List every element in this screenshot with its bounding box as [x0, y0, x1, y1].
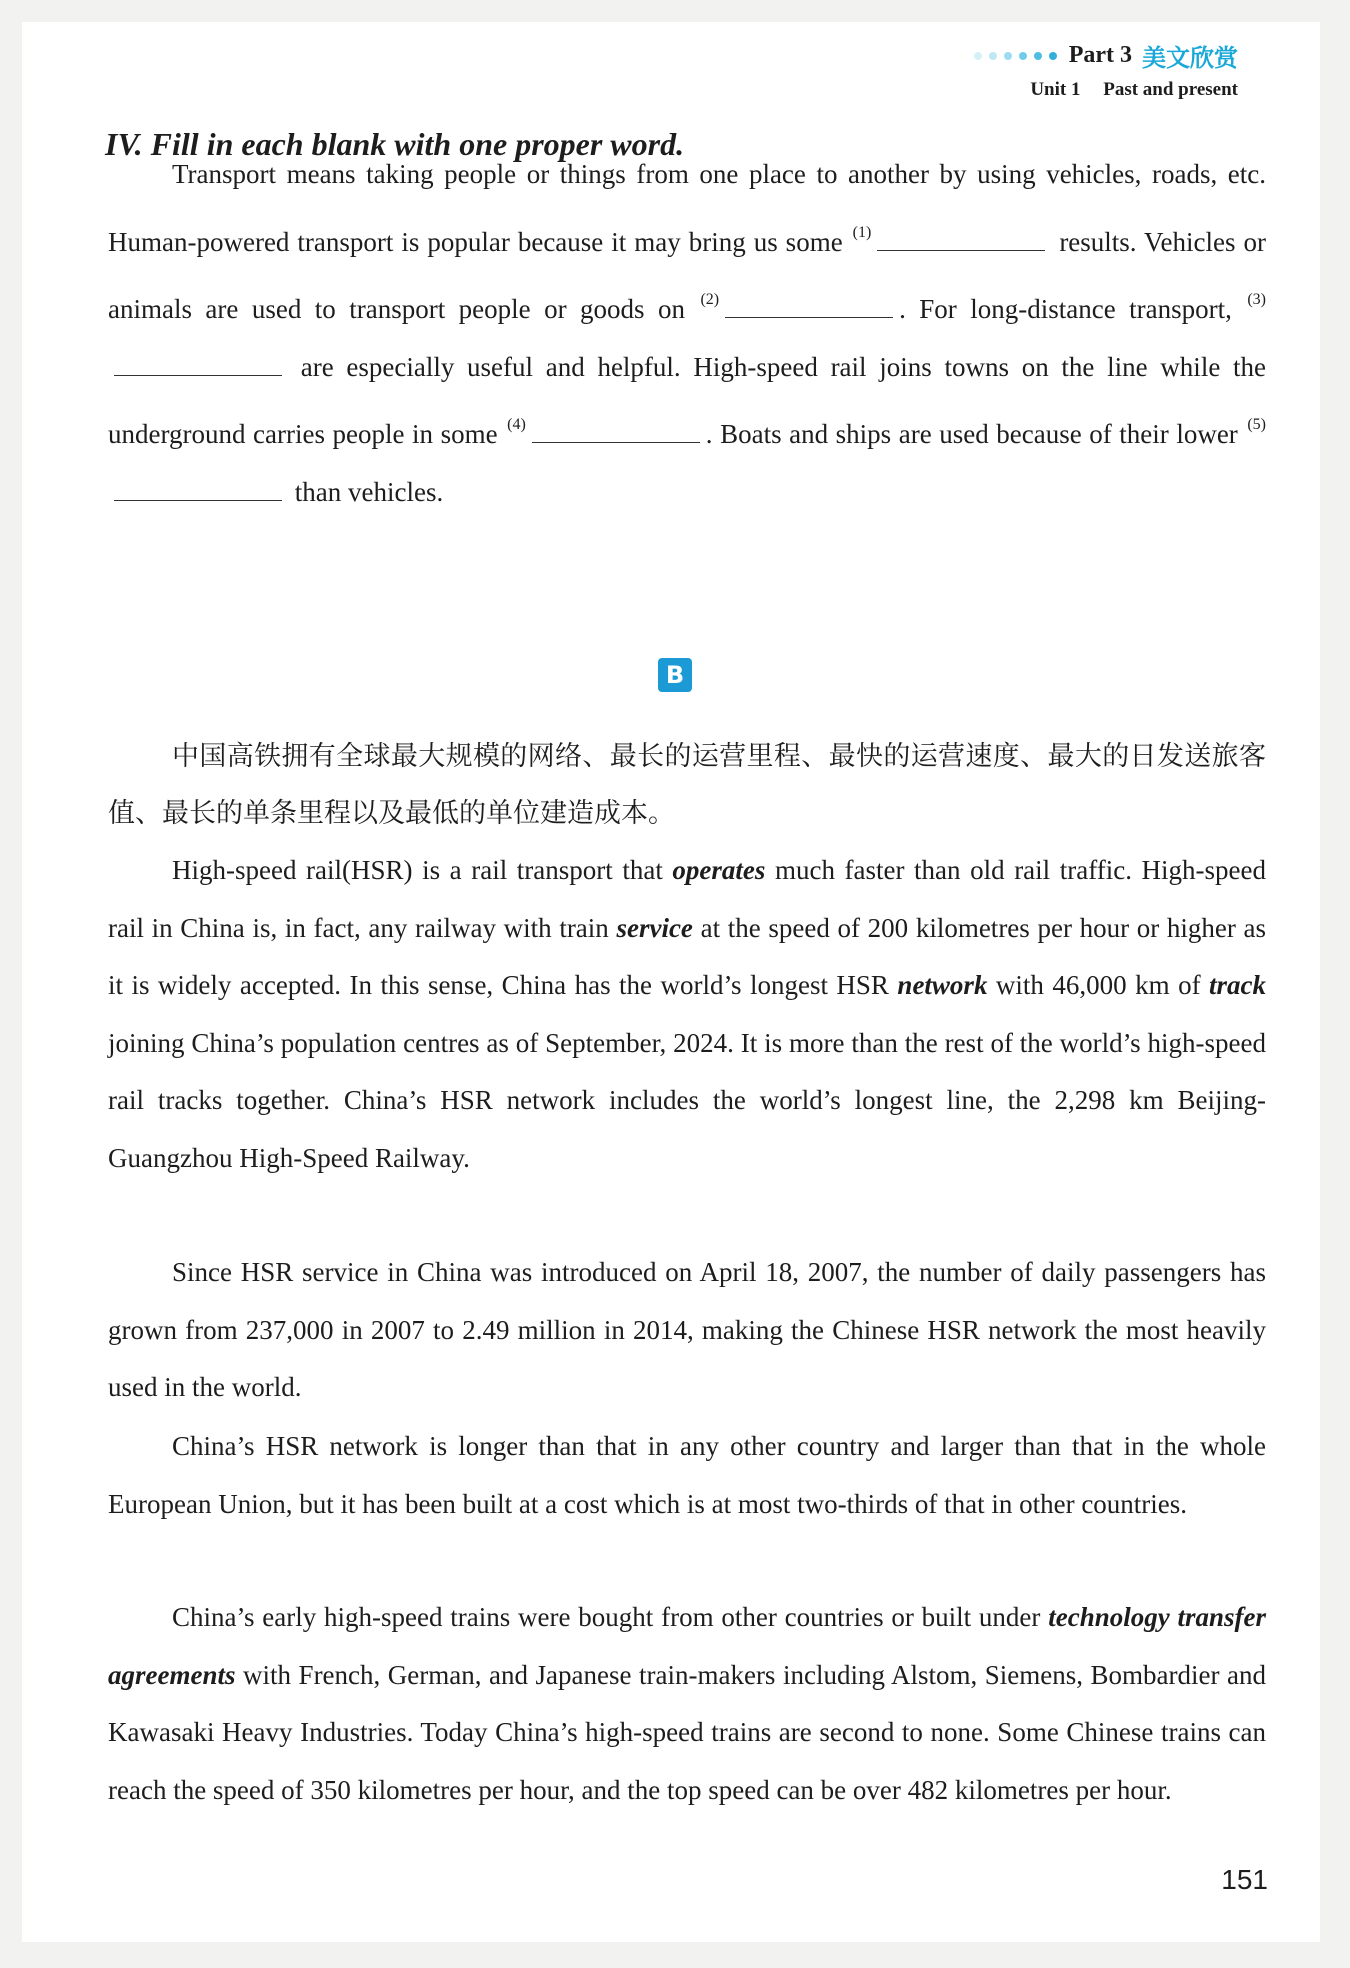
paragraph-text: at the speed of 200 kilometres per hour or higher as it is widely accepted. In this sense, China has the world’s longest HSR: [108, 912, 1267, 1000]
blank-number: (4): [507, 416, 526, 433]
decorative-dots: [974, 52, 1057, 60]
keyword-technology-transfer-agreements: technology transfer agreements: [108, 1602, 1267, 1690]
exercise-title: IV. Fill in each blank with one proper word.: [105, 126, 685, 162]
paragraph-text: with 46,000 km of: [995, 970, 1201, 1000]
blank-1[interactable]: [877, 228, 1045, 251]
paragraph-text: with French, German, and Japanese train-makers including Alstom, Siemens, Bombardier and Kawasaki Heavy Industries. Today China’s high-speed trains are second to none. Some Chinese trains can reach the speed of 350 kilometres per hour, and the top speed can be over 482 kilometres per hour.: [108, 1659, 1266, 1805]
dot-icon: [974, 52, 982, 60]
part-chinese-title: 美文欣赏: [1142, 44, 1238, 72]
paragraph-hsr-intro: [108, 842, 1266, 1187]
dot-icon: [989, 52, 997, 60]
paragraph-trains: [108, 1589, 1266, 1819]
part-label: Part 3: [1068, 42, 1132, 68]
exercise-paragraph: [108, 146, 1266, 521]
chinese-intro: 中国高铁拥有全球最大规模的网络、最长的运营里程、最快的运营速度、最大的日发送旅客值、最长的单条里程以及最低的单位建造成本。: [108, 741, 1266, 829]
blank-number: (5): [1247, 416, 1266, 433]
page-number: 151: [1221, 1864, 1268, 1895]
blank-2[interactable]: [725, 295, 893, 318]
exercise-text: than vehicles.: [294, 476, 444, 507]
exercise-text: results. Vehicles or animals are used to transport people or goods on: [108, 226, 1266, 324]
paragraph-text: much faster than old rail traffic. High-speed rail in China is, in fact, any railway with train: [108, 855, 1266, 943]
paragraph-text: High-speed rail(HSR) is a rail transport that: [172, 855, 663, 885]
exercise-text: . For long-distance transport,: [899, 294, 1232, 324]
dot-icon: [1034, 52, 1042, 60]
exercise-text: . Boats and ships are used because of their lower: [705, 419, 1238, 449]
unit-title: Past and present: [1103, 79, 1238, 100]
paragraph-text: joining China’s population centres as of September, 2024. It is more than the rest of the world’s high-speed rail tracks together. China’s HSR network includes the world’s longest line, the 2,298 km Beijing-Guangzhou High-Speed Railway.: [108, 1027, 1266, 1173]
dot-icon: [1019, 52, 1027, 60]
exercise-text: are especially useful and helpful. High-speed rail joins towns on the line while the underground carries people in some: [108, 351, 1266, 449]
paragraph-passengers: Since HSR service in China was introduced on April 18, 2007, the number of daily passengers has grown from 237,000 in 2007 to 2.49 million in 2014, making the Chinese HSR network the most heavily used in the world.: [108, 1257, 1266, 1402]
textbook-page: [22, 22, 1320, 1942]
unit-label: Unit 1: [1030, 79, 1081, 100]
blank-4[interactable]: [532, 420, 700, 443]
keyword-track: track: [1209, 970, 1267, 1000]
running-header: [974, 38, 1238, 101]
dot-icon: [1049, 52, 1057, 60]
blank-number: (3): [1247, 291, 1266, 308]
keyword-service: service: [616, 912, 693, 943]
blank-number: (1): [852, 223, 872, 241]
dot-icon: [1004, 52, 1012, 60]
keyword-network: network: [897, 970, 988, 1000]
section-b-badge: B: [658, 658, 692, 692]
keyword-operates: operates: [672, 855, 766, 885]
blank-number: (2): [700, 291, 720, 308]
paragraph-cost: China’s HSR network is longer than that in any other country and larger than that in the whole European Union, but it has been built at a cost which is at most two-thirds of that in other countries.: [108, 1431, 1266, 1519]
paragraph-text: China’s early high-speed trains were bought from other countries or built under: [172, 1602, 1041, 1632]
blank-3[interactable]: [114, 353, 282, 376]
exercise-text: Transport means taking people or things from one place to another by using vehicles, roads, etc. Human-powered transport is popular because it may bring us some: [108, 159, 1266, 257]
blank-5[interactable]: [114, 478, 282, 501]
